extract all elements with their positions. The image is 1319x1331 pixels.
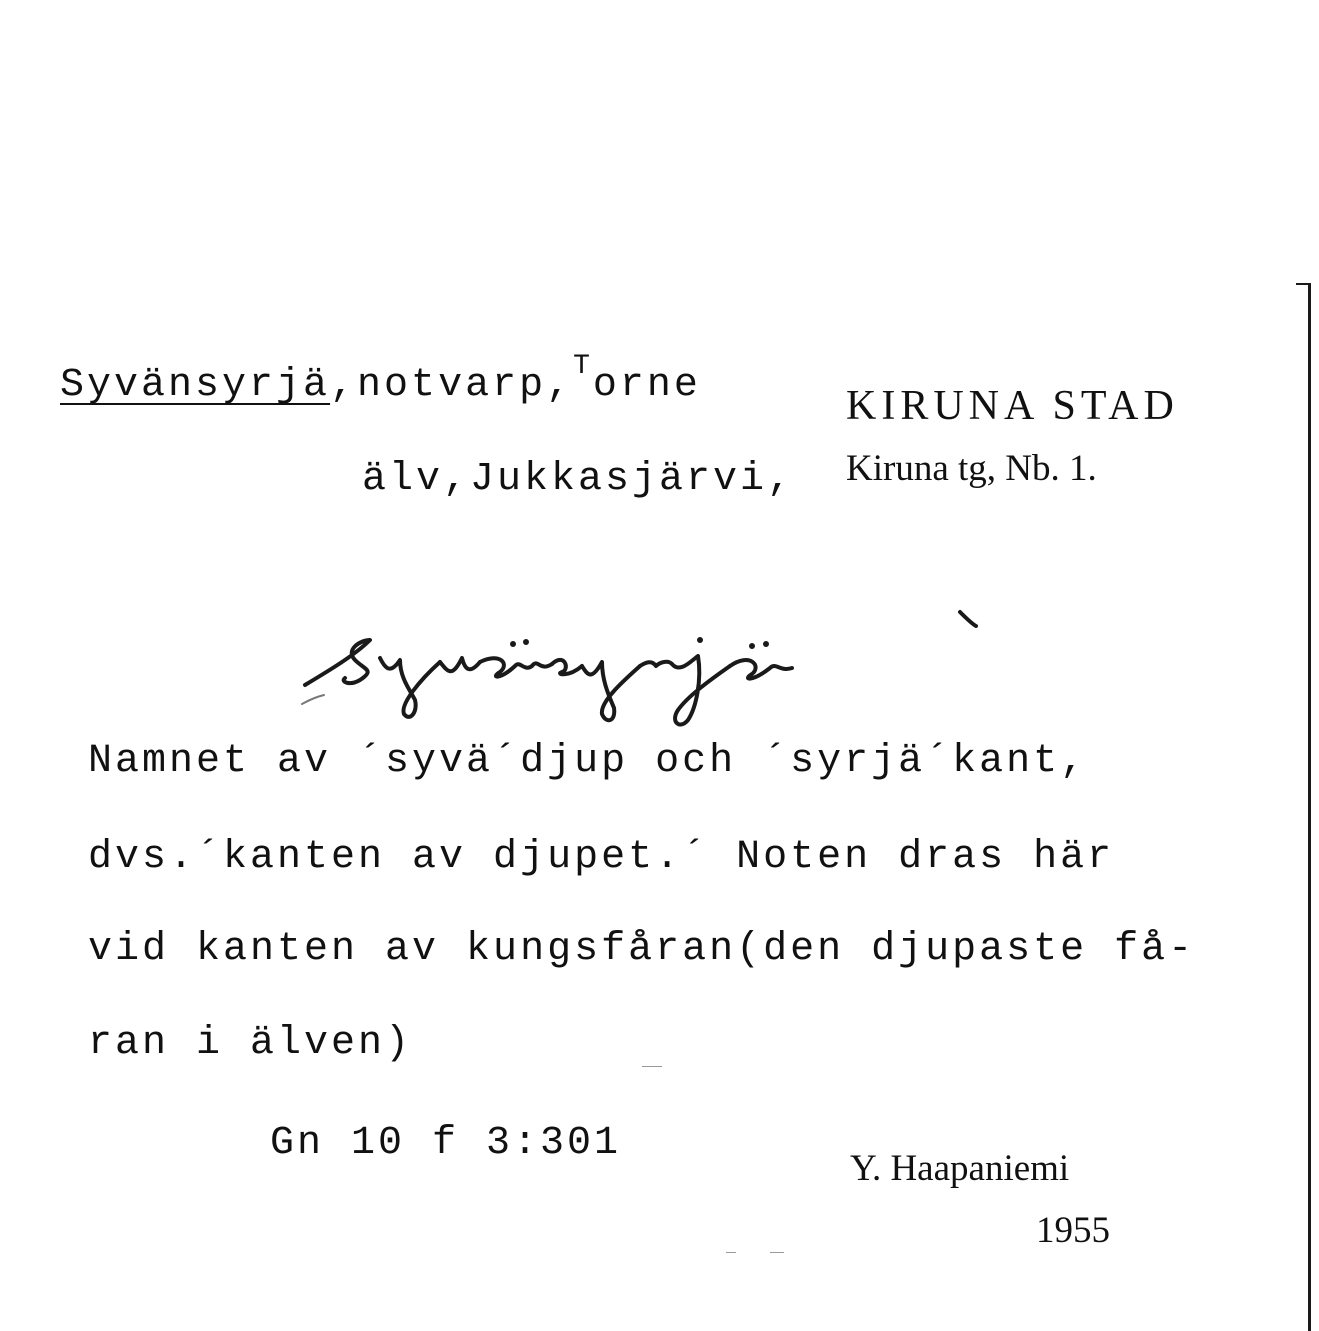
header-line-2: älv,Jukkasjärvi, xyxy=(362,457,795,502)
body-line-4: ran i älven) xyxy=(88,1021,413,1066)
body-line-1: Namnet av ´syvä´djup och ´syrjä´kant, xyxy=(88,739,1088,784)
header-line-1-rest: ,notvarp, xyxy=(330,363,574,408)
header-superscript: T xyxy=(573,351,593,382)
collector-year: 1955 xyxy=(1036,1210,1110,1251)
scan-speck xyxy=(770,1252,784,1253)
handwritten-word xyxy=(300,600,1000,730)
body-line-3: vid kanten av kungsfåran(den djupaste få- xyxy=(88,927,1196,972)
collector-name: Y. Haapaniemi xyxy=(850,1148,1070,1189)
scan-speck xyxy=(642,1066,662,1067)
stamp-subtitle: Kiruna tg, Nb. 1. xyxy=(846,448,1097,489)
header-line-1-end: orne xyxy=(592,363,701,408)
stamp-title: KIRUNA STAD xyxy=(846,383,1179,429)
card-edge-line xyxy=(1308,283,1311,1331)
card-edge-tick xyxy=(1296,283,1310,285)
headword: Syvänsyrjä xyxy=(60,363,331,408)
scan-speck xyxy=(726,1252,736,1253)
body-line-2: dvs.´kanten av djupet.´ Noten dras här xyxy=(88,835,1115,880)
header-line-1 xyxy=(60,351,701,408)
reference: Gn 10 f 3:301 xyxy=(270,1121,622,1166)
